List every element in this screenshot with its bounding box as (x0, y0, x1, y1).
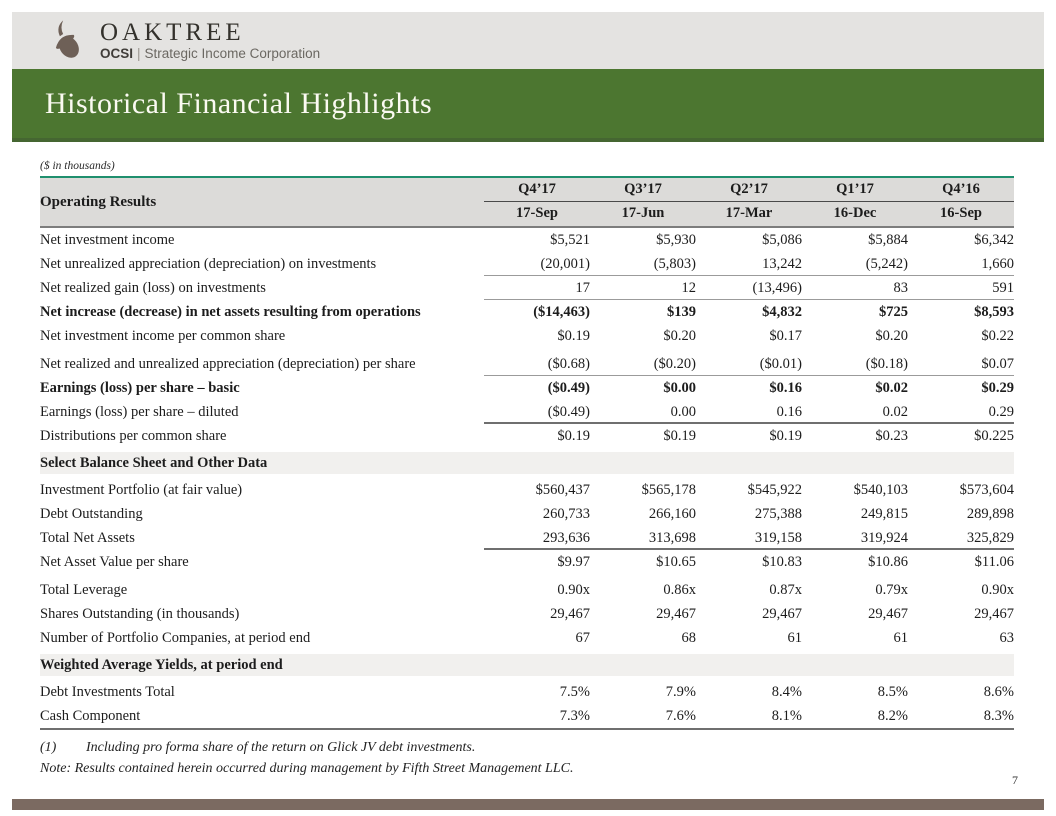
cell-value: $560,437 (535, 482, 590, 498)
cell-value: 0.90x (981, 582, 1014, 598)
cell-value: 29,467 (762, 606, 802, 622)
row-values (484, 300, 1014, 324)
quarter-row (484, 178, 1014, 202)
row-label: Number of Portfolio Companies, at period end (40, 630, 311, 646)
cell-value: $0.19 (557, 328, 590, 344)
cell-value: (5,242) (865, 256, 908, 272)
table-row (40, 228, 1014, 252)
cell-value: 13,242 (762, 256, 802, 272)
cell-value: $5,521 (550, 232, 590, 248)
cell-value: 0.29 (988, 404, 1014, 420)
cell-value: 319,158 (754, 530, 802, 546)
row-values (484, 352, 1014, 376)
cell-value: $0.02 (875, 380, 908, 396)
footnote-text: Note: Results contained herein occurred during management by Fifth Street Management LLC. (40, 761, 574, 776)
cell-value: 260,733 (542, 506, 590, 522)
row-values (484, 704, 1014, 728)
footnote-text: Including pro forma share of the return on Glick JV debt investments. (86, 740, 476, 755)
table-row (40, 626, 1014, 650)
cell-value: 275,388 (754, 506, 802, 522)
cell-value: 12 (681, 280, 696, 296)
section-label: Weighted Average Yields, at period end (40, 657, 283, 673)
cell-value: 63 (999, 630, 1014, 646)
row-label: Distributions per common share (40, 428, 227, 444)
row-values (484, 602, 1014, 626)
financial-table (40, 176, 1014, 730)
footnotes (40, 737, 1014, 779)
cell-value: $573,604 (959, 482, 1014, 498)
date-header: 17-Sep (516, 205, 558, 221)
brand-band (12, 12, 1044, 69)
brand-ticker: OCSI (100, 45, 134, 61)
cell-value: 1,660 (981, 256, 1014, 272)
cell-value: 8.3% (983, 708, 1014, 724)
table-row (40, 400, 1014, 424)
cell-value: $540,103 (853, 482, 908, 498)
table-row (40, 300, 1014, 324)
table-row (40, 376, 1014, 400)
row-label: Investment Portfolio (at fair value) (40, 482, 243, 498)
date-header: 17-Jun (621, 205, 665, 221)
cell-value: ($0.18) (865, 356, 908, 372)
table-row (40, 550, 1014, 574)
cell-value: ($0.20) (653, 356, 696, 372)
date-row (484, 202, 1014, 226)
row-label: Net realized gain (loss) on investments (40, 280, 266, 296)
cell-value: $0.20 (663, 328, 696, 344)
row-values (484, 680, 1014, 704)
table-row (40, 526, 1014, 550)
table-header (40, 176, 1014, 228)
cell-value: $0.19 (769, 428, 802, 444)
cell-value: $0.16 (769, 380, 802, 396)
row-values (484, 276, 1014, 300)
table-row (40, 324, 1014, 348)
row-label: Net increase (decrease) in net assets resulting from operations (40, 304, 421, 320)
cell-value: 61 (893, 630, 908, 646)
cell-value: $5,086 (762, 232, 802, 248)
table-header-columns (484, 178, 1014, 226)
content (40, 160, 1014, 779)
table-row (40, 252, 1014, 276)
table-row (40, 578, 1014, 602)
page-title: Historical Financial Highlights (45, 86, 433, 120)
row-values (484, 376, 1014, 400)
page-number: 7 (1012, 773, 1018, 787)
cell-value: 325,829 (966, 530, 1014, 546)
cell-value: $0.19 (663, 428, 696, 444)
cell-value: 266,160 (648, 506, 696, 522)
brand-pipe: | (137, 45, 141, 61)
cell-value: (5,803) (653, 256, 696, 272)
cell-value: 8.4% (771, 684, 802, 700)
cell-value: 289,898 (966, 506, 1014, 522)
row-label: Net investment income per common share (40, 328, 286, 344)
row-label: Debt Outstanding (40, 506, 143, 522)
cell-value: $8,593 (974, 304, 1014, 320)
footnote-prefix: (1) (40, 740, 57, 755)
cell-value: $565,178 (641, 482, 696, 498)
cell-value: 29,467 (974, 606, 1014, 622)
quarter-header: Q4’17 (518, 181, 556, 197)
cell-value: 0.79x (875, 582, 908, 598)
cell-value: 0.16 (776, 404, 802, 420)
table-row (40, 276, 1014, 300)
cell-value: $0.23 (875, 428, 908, 444)
cell-value: ($0.49) (547, 380, 590, 396)
table-row (40, 352, 1014, 376)
cell-value: $9.97 (557, 554, 590, 570)
section-row (40, 452, 1014, 474)
cell-value: 67 (575, 630, 590, 646)
cell-value: $545,922 (747, 482, 802, 498)
table-row (40, 478, 1014, 502)
row-label: Total Net Assets (40, 530, 135, 546)
bottom-bar (12, 799, 1044, 810)
cell-value: 8.5% (877, 684, 908, 700)
quarter-header: Q4’16 (942, 181, 980, 197)
row-values (484, 502, 1014, 526)
date-header: 16-Sep (940, 205, 982, 221)
cell-value: 83 (893, 280, 908, 296)
cell-value: $0.19 (557, 428, 590, 444)
cell-value: 61 (787, 630, 802, 646)
table-row (40, 424, 1014, 448)
cell-value: $0.00 (663, 380, 696, 396)
row-values (484, 424, 1014, 448)
cell-value: 0.87x (769, 582, 802, 598)
brand-name: OAKTREE (100, 18, 245, 46)
row-values (484, 228, 1014, 252)
cell-value: $11.06 (974, 554, 1014, 570)
cell-value: $10.83 (762, 554, 802, 570)
brand-subtitle (100, 46, 320, 62)
table-body (40, 228, 1014, 730)
cell-value: $5,884 (868, 232, 908, 248)
cell-value: 8.2% (877, 708, 908, 724)
section-row (40, 654, 1014, 676)
cell-value: 591 (992, 280, 1014, 296)
cell-value: 0.90x (557, 582, 590, 598)
cell-value: $0.07 (981, 356, 1014, 372)
cell-value: 68 (681, 630, 696, 646)
section-label: Select Balance Sheet and Other Data (40, 455, 268, 471)
row-label: Net realized and unrealized appreciation (depreciation) per share (40, 356, 416, 372)
cell-value: 7.5% (559, 684, 590, 700)
cell-value: $6,342 (974, 232, 1014, 248)
brand-text (100, 20, 320, 62)
row-values (484, 478, 1014, 502)
row-values (484, 578, 1014, 602)
cell-value: (20,001) (540, 256, 590, 272)
row-label: Cash Component (40, 708, 141, 724)
row-values (484, 550, 1014, 574)
cell-value: 0.02 (882, 404, 908, 420)
cell-value: $5,930 (656, 232, 696, 248)
table-row (40, 704, 1014, 730)
cell-value: 293,636 (542, 530, 590, 546)
table-row (40, 502, 1014, 526)
units-note: ($ in thousands) (40, 160, 115, 172)
row-label: Earnings (loss) per share – diluted (40, 404, 239, 420)
footnote (40, 737, 1014, 758)
cell-value: 7.3% (559, 708, 590, 724)
date-header: 17-Mar (725, 205, 773, 221)
cell-value: ($14,463) (533, 304, 590, 320)
row-label: Net Asset Value per share (40, 554, 189, 570)
cell-value: ($0.68) (547, 356, 590, 372)
cell-value: (13,496) (752, 280, 802, 296)
cell-value: 319,924 (860, 530, 908, 546)
table-header-label: Operating Results (40, 193, 157, 210)
cell-value: $0.22 (981, 328, 1014, 344)
row-values (484, 324, 1014, 348)
row-label: Debt Investments Total (40, 684, 175, 700)
row-label: Net investment income (40, 232, 175, 248)
cell-value: 29,467 (656, 606, 696, 622)
row-values (484, 400, 1014, 424)
acorn-icon (42, 17, 90, 65)
quarter-header: Q2’17 (730, 181, 768, 197)
cell-value: $10.65 (656, 554, 696, 570)
cell-value: ($0.01) (759, 356, 802, 372)
cell-value: ($0.49) (547, 404, 590, 420)
table-row (40, 680, 1014, 704)
row-label: Earnings (loss) per share – basic (40, 380, 240, 396)
footnote (40, 758, 1014, 779)
row-label: Total Leverage (40, 582, 128, 598)
date-header: 16-Dec (833, 205, 877, 221)
title-banner (12, 69, 1044, 142)
cell-value: $0.29 (981, 380, 1014, 396)
cell-value: 7.6% (665, 708, 696, 724)
cell-value: $0.17 (769, 328, 802, 344)
cell-value: $139 (667, 304, 696, 320)
cell-value: 0.00 (670, 404, 696, 420)
cell-value: 17 (575, 280, 590, 296)
cell-value: 313,698 (648, 530, 696, 546)
quarter-header: Q1’17 (836, 181, 874, 197)
cell-value: $725 (879, 304, 908, 320)
cell-value: $0.225 (974, 428, 1014, 444)
row-values (484, 526, 1014, 550)
cell-value: 7.9% (665, 684, 696, 700)
row-values (484, 252, 1014, 276)
table-row (40, 602, 1014, 626)
cell-value: 8.6% (983, 684, 1014, 700)
cell-value: 0.86x (663, 582, 696, 598)
cell-value: $4,832 (762, 304, 802, 320)
cell-value: 249,815 (860, 506, 908, 522)
row-label: Shares Outstanding (in thousands) (40, 606, 240, 622)
cell-value: 29,467 (550, 606, 590, 622)
brand-descriptor: Strategic Income Corporation (144, 45, 321, 61)
row-values (484, 626, 1014, 650)
cell-value: $10.86 (868, 554, 908, 570)
cell-value: 29,467 (868, 606, 908, 622)
row-label: Net unrealized appreciation (depreciation) on investments (40, 256, 377, 272)
cell-value: 8.1% (771, 708, 802, 724)
cell-value: $0.20 (875, 328, 908, 344)
quarter-header: Q3’17 (624, 181, 662, 197)
